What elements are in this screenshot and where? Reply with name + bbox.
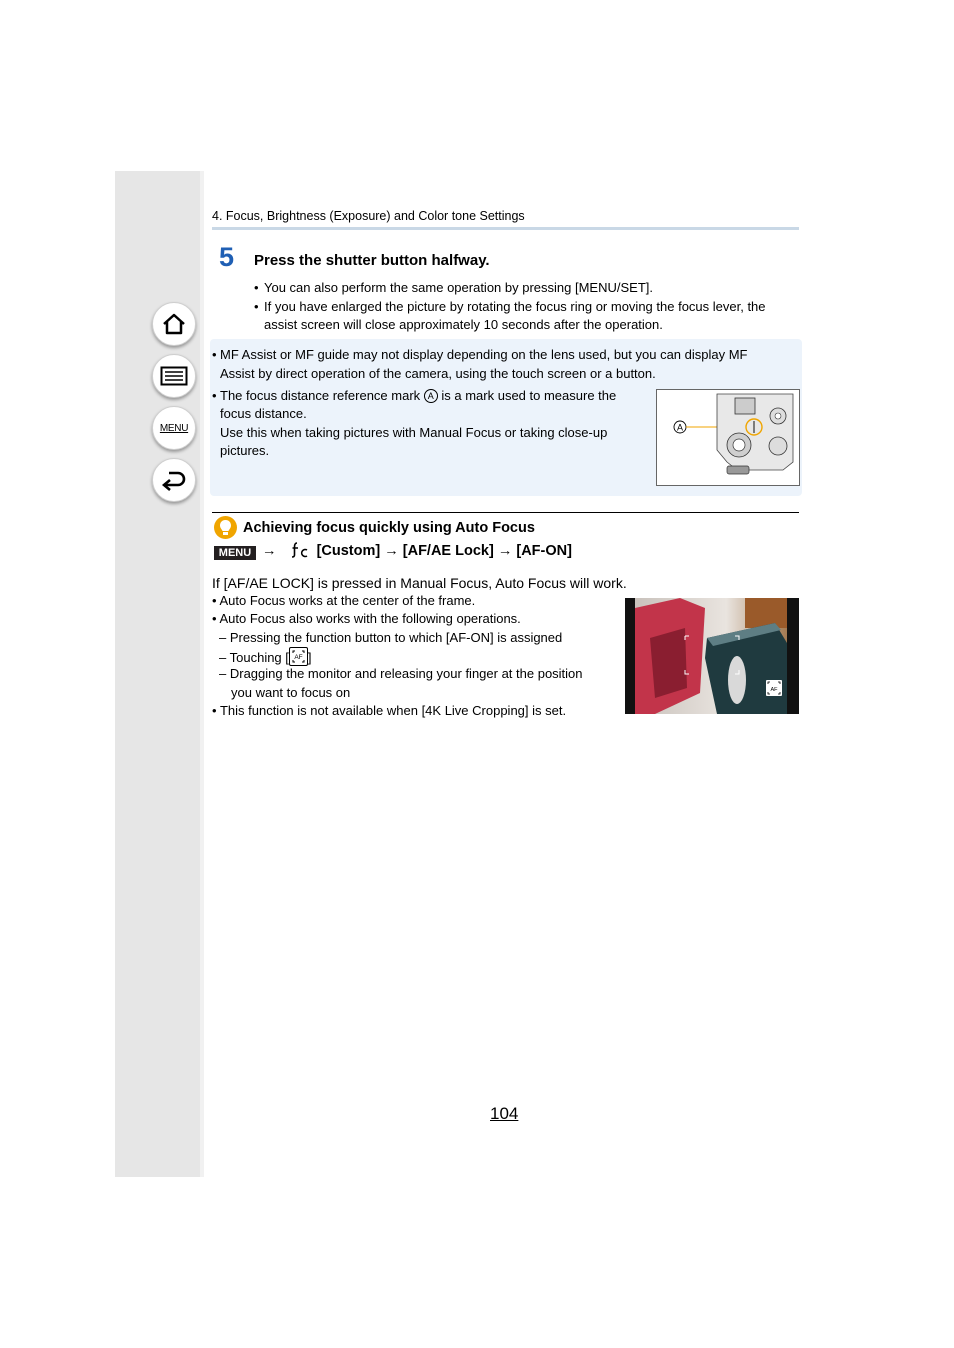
step-bullet-2-cont: assist screen will close approximately 10 seconds after the operation.	[264, 317, 663, 332]
path-afae-lock: [AF/AE Lock]	[402, 543, 494, 559]
custom-fc-icon	[291, 542, 309, 558]
contents-list-icon	[160, 366, 188, 386]
lens-illustration	[656, 389, 800, 486]
step-number: 5	[219, 242, 235, 272]
home-button[interactable]	[152, 302, 196, 346]
af-screen-photo	[625, 598, 799, 714]
menu-path: → [Custom] → [AF/AE Lock] → [AF-ON]	[262, 543, 572, 559]
note-1-cont: Assist by direct operation of the camera, using the touch screen or a button.	[220, 366, 656, 381]
chapter-header: 4. Focus, Brightness (Exposure) and Color tone Settings	[212, 209, 525, 223]
section-rule	[212, 512, 799, 513]
step-bullet-2: • If you have enlarged the picture by rotating the focus ring or moving the focus lever, the	[254, 299, 766, 314]
note-2-line4: pictures.	[220, 443, 270, 458]
list-dash-2: – Touching [ AF ]	[219, 647, 312, 668]
camera-top-icon	[657, 390, 799, 485]
tip-title: Achieving focus quickly using Auto Focus	[243, 520, 535, 536]
step-title: Press the shutter button halfway.	[254, 252, 490, 269]
home-icon	[161, 312, 187, 336]
list-bullet-2: • Auto Focus also works with the following operations.	[212, 611, 521, 626]
step-bullet-1: • You can also perform the same operation by pressing [MENU/SET].	[254, 280, 653, 295]
note-1: • MF Assist or MF guide may not display depending on the lens used, but you can display MF	[212, 347, 748, 362]
list-bullet-3: • This function is not available when [4K Live Cropping] is set.	[212, 703, 567, 718]
svg-text:AF: AF	[294, 654, 303, 661]
note-2-line2: focus distance.	[220, 406, 307, 421]
list-bullet-1: • Auto Focus works at the center of the frame.	[212, 593, 476, 608]
path-custom: [Custom]	[316, 543, 381, 559]
intro-text: If [AF/AE LOCK] is pressed in Manual Focus, Auto Focus will work.	[212, 575, 627, 591]
back-button[interactable]	[152, 458, 196, 502]
touch-af-icon	[289, 647, 308, 666]
header-rule	[212, 227, 799, 230]
note-2-line3: Use this when taking pictures with Manual Focus or taking close-up	[220, 425, 608, 440]
path-af-on: [AF-ON]	[516, 543, 572, 559]
note-2: • The focus distance reference mark A is a mark used to measure the	[212, 388, 617, 403]
mark-a-symbol: A	[424, 389, 438, 403]
list-dash-1: – Pressing the function button to which [AF-ON] is assigned	[219, 630, 563, 645]
back-arrow-icon	[161, 469, 187, 491]
lightbulb-tip-icon	[214, 516, 237, 539]
menu-badge: MENU	[214, 546, 256, 560]
path-arrow: →	[262, 543, 277, 559]
page-number: 104	[490, 1104, 519, 1123]
illustration-label: A	[676, 422, 684, 433]
svg-text:AF: AF	[770, 687, 778, 693]
list-dash-3-cont: you want to focus on	[231, 685, 351, 700]
list-dash-3: – Dragging the monitor and releasing your finger at the position	[219, 666, 583, 681]
menu-button[interactable]	[152, 406, 196, 450]
contents-button[interactable]	[152, 354, 196, 398]
menu-label: MENU	[159, 422, 189, 434]
sidebar-edge	[200, 171, 204, 1177]
